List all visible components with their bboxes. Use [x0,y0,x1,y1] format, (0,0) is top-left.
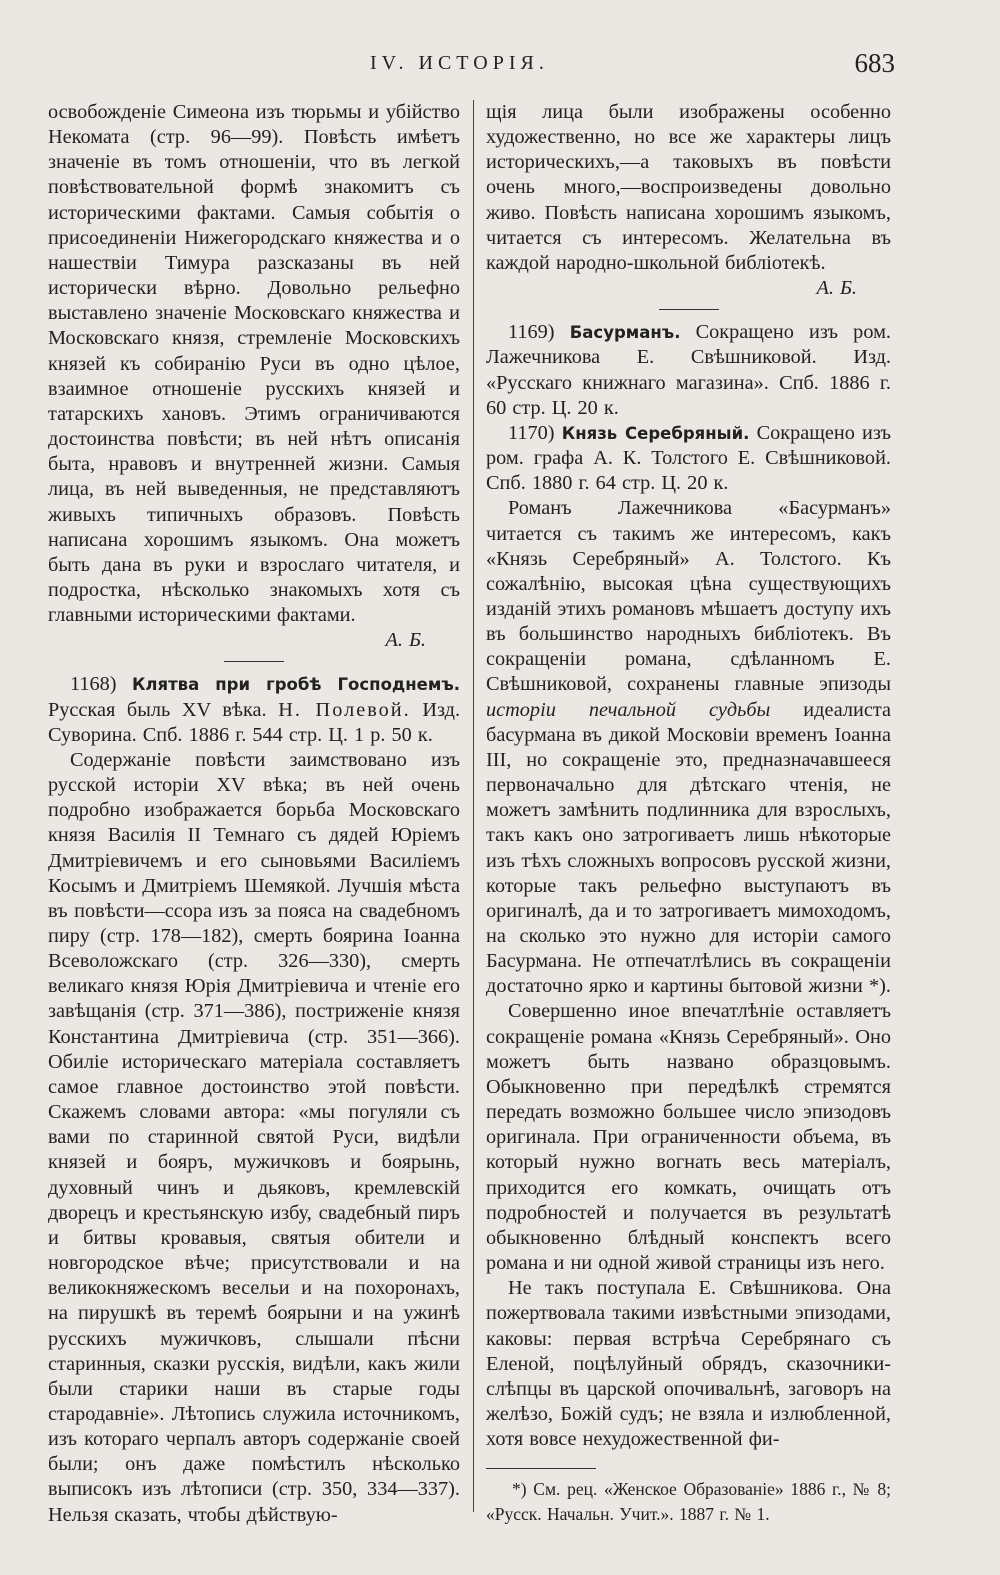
paragraph: освобожденіе Симеона изъ тюрьмы и убійство Некомата (стр. 96—99). Повѣсть имѣетъ значеніе въ томъ отношеніи, что въ легкой повѣствовательной формѣ знакомитъ съ историческими фактами. Самыя событія о присоединеніи Нижегородскаго княжества и о нашествіи Тимура разсказаны въ ней исторически вѣрно. Довольно рельефно выставлено значеніе Московскаго княжества и Московскаго князя, стремленіе Московскихъ князей къ собиранію Руси въ одно цѣлое, взаимное отношеніе русскихъ князей и татарскихъ хановъ. Этимъ ограничиваются достоинства повѣсти; въ ней нѣтъ описанія быта, нравовъ и внутренней жизни. Самыя лица, въ ней выведенныя, не представляютъ живыхъ типичныхъ образовъ. Повѣсть написана хорошимъ языкомъ. Она можетъ быть дана въ руки и взрослаго читателя, и подростка, нѣсколько знакомыхъ хотя съ главными историческими фактами. [48,101,460,627]
entry-title: Басурманъ. [569,323,681,343]
paragraph: Содержаніе повѣсти заимствовано изъ русской исторіи XV вѣка; въ ней очень подробно изображается борьба Московскаго князя Василія II Темнаго съ дядей Юріемъ Дмитріевичемъ и его сыновьями Василіемъ Косымъ и Дмитріемъ Шемякой. Лучшія мѣста въ повѣсти—ссора изъ за пояса на свадебномъ пиру (стр. 178—182), смерть боярина Іоанна Всеволожскаго (стр. 326—330), смерть великаго князя Юрія Дмитріевича и чтеніе его завѣщанія (стр. 371—386), постриженіе князя Константина Дмитріевича (стр. 351—366). Обиліе историческаго матеріала составляетъ самое главное достоинство этой повѣсти. Скажемъ словами автора: «мы погуляли съ вами по старинной святой Руси, видѣли князей и бояръ, мужичковъ и боярынь, духовный чинъ и дьяковъ, кремлевскій дворецъ и крестьянскую избу, свадебный пиръ и битвы кровавыя, святыя обители и новгородское вѣче; присутствовали и на великокняжескомъ весельи и на похоронахъ, на пирушкѣ въ теремѣ боярыни и на ужинѣ русскихъ мужичковъ, слышали пѣсни старинныя, сказки русскія, видѣли, какъ жили были старики наши въ старые годы стародавніе». Лѣтопись служила источникомъ, изъ котораго черпалъ авторъ содержаніе своей были; онъ даже помѣстилъ нѣсколько выписокъ изъ лѣтописи (стр. 350, 334—337). Нельзя сказать, чтобы дѣйствую- [48,748,460,1526]
page-number: 683 [854,48,895,78]
entry-1170 [486,421,891,496]
paragraph [486,496,891,999]
footnote-rule [486,1468,596,1469]
entry-1168 [48,672,460,747]
footnote: *) См. рец. «Женское Образованіе» 1886 г., № 8; «Русск. Начальн. Учит.». 1887 г. № 1. [486,1479,891,1525]
signature: А. Б. [816,277,857,300]
section-rule [224,661,284,662]
entry-text: Русская быль XV вѣка. [48,698,267,721]
entry-text: Сокращено изъ ром. графа А. К. Толстого Е. Свѣшниковой. Спб. 1880 г. 64 стр. Ц. 20 к. [486,421,891,495]
paragraph-text: идеалиста басурмана въ дикой Московіи временъ Іоанна III, но сокращеніе это, предназначавшееся первоначально для дѣтскаго чтенія, не можетъ замѣнить подлинника для взрослыхъ, такъ какъ оно затрогиваетъ лишь нѣкоторые изъ тѣхъ сложныхъ вопросовъ русской жизни, которые такъ рельефно выступаютъ въ оригиналѣ, да и то затрогиваетъ мимоходомъ, на сколько это нужно для исторіи самого Басурмана. Не отпечатлѣлись въ сокращеніи достаточно ярко и картины бытовой жизни *). [486,698,891,998]
paragraph: Совершенно иное впечатлѣніе оставляетъ сокращеніе романа «Князь Серебряный». Оно можетъ быть названо образцовымъ. Обыкновенно при передѣлкѣ стремятся передать возможно большее число эпизодовъ оригинала. При ограниченности объема, въ который нужно вогнать весь матеріалъ, приходится его комкать, очищать отъ подробностей и получается въ результатѣ обыкновенно блѣдный конспектъ всего романа и ни одной живой страницы изъ него. [486,1000,891,1275]
signature: А. Б. [385,629,426,652]
entry-number: 1170) [508,421,555,444]
section-rule [659,309,719,310]
entry-author: Н. Полевой. [278,698,411,721]
entry-text: Изд. Суворина. Спб. 1886 г. 544 стр. Ц. 1 р. 50 к. [48,698,461,746]
right-column [486,100,891,1527]
paragraph: Не такъ поступала Е. Свѣшникова. Она пожертвовала такими извѣстными эпизодами, каковы: первая встрѣча Серебрянаго съ Еленой, поцѣлуйный обрядъ, сказочники-слѣпцы въ царской опочивальнѣ, заговоръ на желѣзо, Божій судъ; не взяла и излюбленной, хотя вовсе нехудожественной фи- [486,1277,891,1451]
page-header [0,48,1000,84]
entry-number: 1169) [508,321,555,344]
paragraph-text: Романъ Лажечникова «Басурманъ» читается съ такимъ же интересомъ, какъ «Князь Серебряный» А. Толстого. Къ сожалѣнію, высокая цѣна существующихъ изданій этихъ романовъ мѣшаетъ доступу ихъ въ большинство народныхъ библіотекъ. Въ сокращеніи романа, сдѣланномъ Е. Свѣшниковой, сохранены главные эпизоды [486,497,891,696]
entry-title: Князь Серебряный. [561,423,750,443]
entry-number: 1168) [70,673,117,696]
paragraph: щія лица были изображены особенно художественно, но все же характеры лицъ историческихъ,—а таковыхъ въ повѣсти очень много,—воспроизведены довольно живо. Повѣсть написана хорошимъ языкомъ, читается съ интересомъ. Желательна въ каждой народно-школьной библіотекѣ. [486,101,891,274]
column-divider [473,100,474,1512]
left-column [48,100,460,1528]
entry-text: Сокращено изъ ром. Лажечникова Е. Свѣшниковой. Изд. «Русскаго книжнаго магазина». Спб. 1886 г. 60 стр. Ц. 20 к. [486,321,891,419]
entry-title: Клятва при гробѣ Господнемъ. [131,675,460,695]
entry-1169 [486,320,891,421]
italic-phrase: исторіи печальной судьбы [486,698,771,721]
running-head: IV. ИСТОРІЯ. [370,52,549,74]
